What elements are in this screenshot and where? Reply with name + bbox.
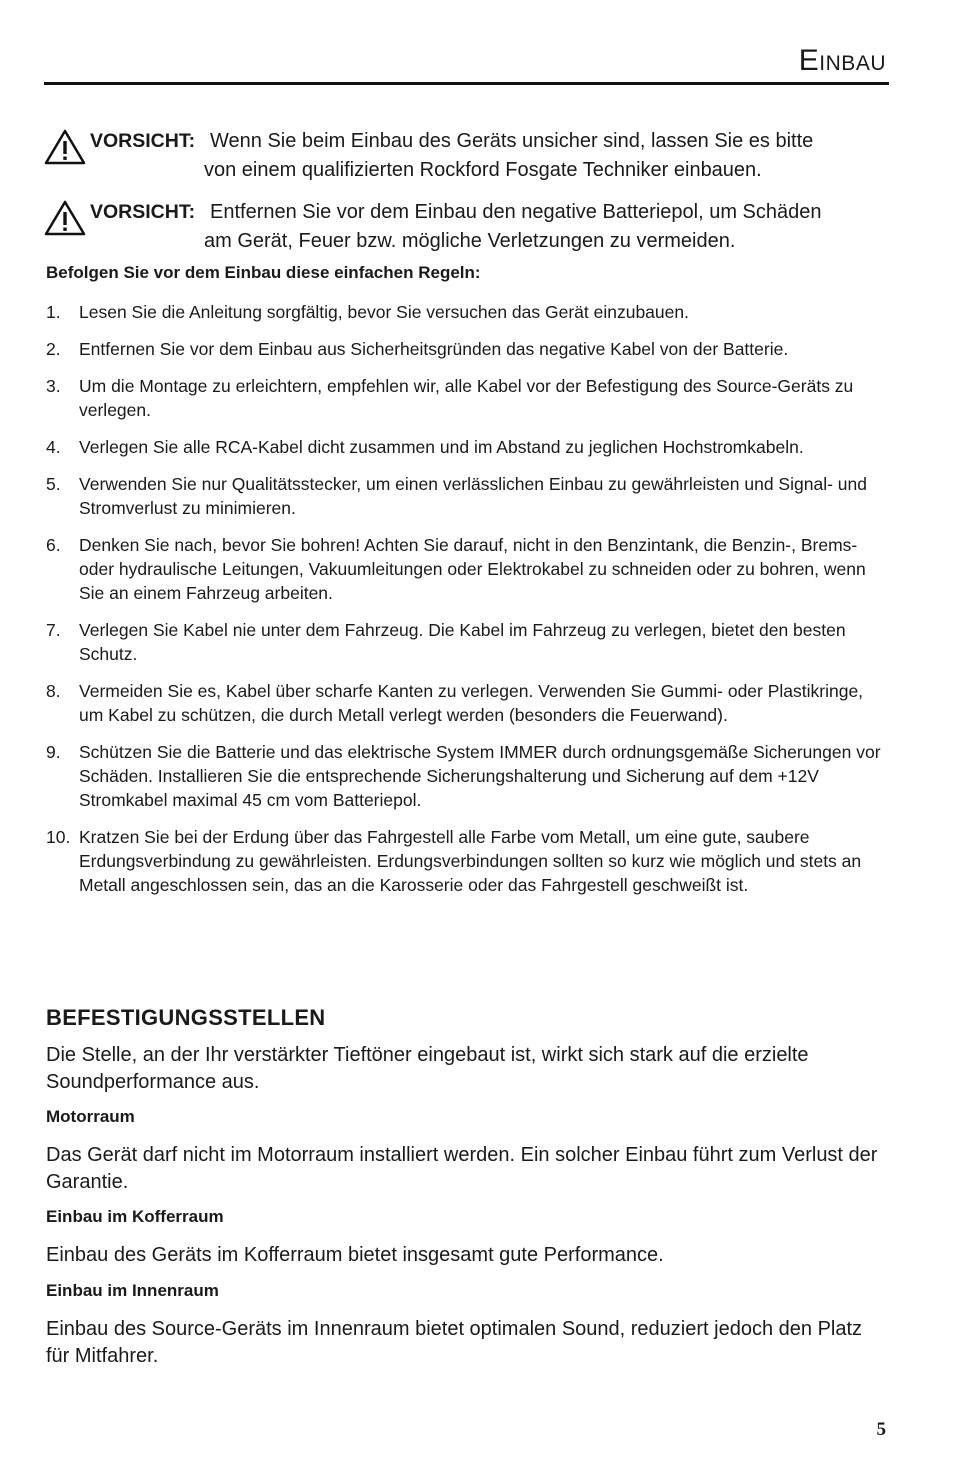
list-item-text: Denken Sie nach, bevor Sie bohren! Achten Sie darauf, nicht in den Benzintank, die Benzin-, Brems- oder hydraulische Leitungen, Vakuumleitungen oder Elektrokabel zu schneiden oder zu bohren, wenn Sie an einem Fahrzeug arbeiten. <box>79 535 866 603</box>
list-item <box>46 435 891 459</box>
list-item <box>46 618 891 666</box>
list-item-number: 4. <box>46 437 61 457</box>
warning-triangle-icon <box>44 200 86 236</box>
page-number: 5 <box>876 1419 886 1440</box>
section-intro: Die Stelle, an der Ihr verstärkter Tieftöner eingebaut ist, wirkt sich stark auf die erzielte Soundperformance aus. <box>46 1044 809 1093</box>
list-item-number: 1. <box>46 302 61 322</box>
caution-line-1: Wenn Sie beim Einbau des Geräts unsicher sind, lassen Sie es bitte <box>210 130 814 152</box>
list-item-text: Verlegen Sie alle RCA-Kabel dicht zusammen und im Abstand zu jeglichen Hochstromkabeln. <box>79 437 804 457</box>
list-item-number: 3. <box>46 376 61 396</box>
subsection-title: Einbau im Innenraum <box>46 1281 219 1300</box>
list-item-text: Um die Montage zu erleichtern, empfehlen wir, alle Kabel vor der Befestigung des Source-Geräts zu verlegen. <box>79 376 854 420</box>
page-title: Einbau <box>798 44 886 77</box>
list-item <box>46 825 891 897</box>
list-item-number: 9. <box>46 742 61 762</box>
caution-line-2: von einem qualifizierten Rockford Fosgate Techniker einbauen. <box>204 159 762 181</box>
list-item-number: 5. <box>46 474 61 494</box>
list-item-number: 7. <box>46 620 61 640</box>
caution-block-2 <box>44 198 894 258</box>
list-item <box>46 300 891 324</box>
list-item-text: Lesen Sie die Anleitung sorgfältig, bevor Sie versuchen das Gerät einzubauen. <box>79 302 689 322</box>
subsection-title: Einbau im Kofferraum <box>46 1207 224 1226</box>
rules-heading: Befolgen Sie vor dem Einbau diese einfachen Regeln: <box>46 263 481 282</box>
caution-label: VORSICHT: <box>90 201 196 223</box>
caution-line-2: am Gerät, Feuer bzw. mögliche Verletzungen zu vermeiden. <box>204 230 736 252</box>
list-item-text: Kratzen Sie bei der Erdung über das Fahrgestell alle Farbe vom Metall, um eine gute, saubere Erdungsverbindung zu gewährleisten. Erdungsverbindungen sollten so kurz wie möglich und stets an Metall angeschlossen sein, das an die Karosserie oder das Fahrgestell geschweißt ist. <box>79 827 862 895</box>
list-item <box>46 337 891 361</box>
caution-text <box>204 127 894 185</box>
list-item-text: Verwenden Sie nur Qualitätsstecker, um einen verlässlichen Einbau zu gewährleisten und Signal- und Stromverlust zu minimieren. <box>79 474 867 518</box>
caution-label: VORSICHT: <box>90 130 196 152</box>
list-item-text: Verlegen Sie Kabel nie unter dem Fahrzeug. Die Kabel im Fahrzeug zu verlegen, bietet den besten Schutz. <box>79 620 846 664</box>
warning-triangle-icon <box>44 129 86 165</box>
list-item-number: 6. <box>46 535 61 555</box>
list-item-text: Vermeiden Sie es, Kabel über scharfe Kanten zu verlegen. Verwenden Sie Gummi- oder Plastikringe, um Kabel zu schützen, die durch Metall verlegt werden (besonders die Feuerwand). <box>79 681 864 725</box>
section-heading: BEFESTIGUNGSSTELLEN <box>46 1005 326 1030</box>
list-item <box>46 740 891 812</box>
list-item-text: Entfernen Sie vor dem Einbau aus Sicherheitsgründen das negative Kabel von der Batterie. <box>79 339 789 359</box>
caution-line-1: Entfernen Sie vor dem Einbau den negative Batteriepol, um Schäden <box>210 201 822 223</box>
caution-text <box>204 198 894 256</box>
list-item <box>46 679 891 727</box>
subsection-text: Einbau des Geräts im Kofferraum bietet insgesamt gute Performance. <box>46 1244 664 1266</box>
list-item-number: 10. <box>46 827 71 847</box>
rules-list <box>46 300 891 910</box>
title-divider <box>44 82 889 85</box>
list-item-number: 2. <box>46 339 61 359</box>
caution-block-1 <box>44 127 894 187</box>
subsection-text: Einbau des Source-Geräts im Innenraum bietet optimalen Sound, reduziert jedoch den Platz für Mitfahrer. <box>46 1318 863 1367</box>
list-item-text: Schützen Sie die Batterie und das elektrische System IMMER durch ordnungsgemäße Sicherungen vor Schäden. Installieren Sie die entsprechende Sicherungshalterung und Sicherung auf dem +12V Stromkabel maximal 45 cm vom Batteriepol. <box>79 742 881 810</box>
list-item <box>46 533 891 605</box>
list-item <box>46 472 891 520</box>
subsection-text: Das Gerät darf nicht im Motorraum installiert werden. Ein solcher Einbau führt zum Verlust der Garantie. <box>46 1144 878 1193</box>
list-item <box>46 374 891 422</box>
list-item-number: 8. <box>46 681 61 701</box>
subsection-title: Motorraum <box>46 1107 135 1126</box>
